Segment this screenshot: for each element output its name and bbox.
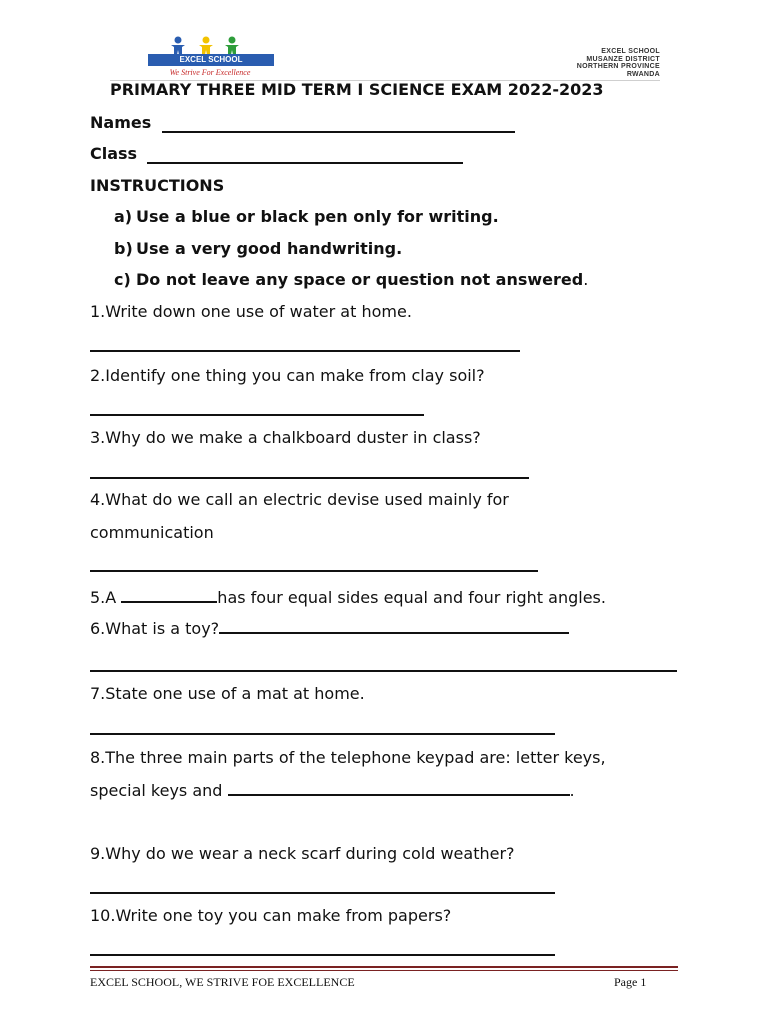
question-2: 2.Identify one thing you can make from clay soil? [90, 366, 485, 385]
school-address [577, 48, 660, 78]
answer-blank-8[interactable] [228, 780, 570, 796]
question-6-text: 6.What is a toy? [90, 619, 220, 638]
school-logo [148, 36, 274, 82]
answer-line-10[interactable] [90, 954, 555, 956]
answer-line-3[interactable] [90, 477, 529, 479]
children-figures-icon [148, 36, 274, 56]
answer-line-4[interactable] [90, 570, 538, 572]
answer-blank-6[interactable] [219, 618, 569, 634]
school-info-line: EXCEL SCHOOL [601, 48, 660, 55]
answer-line-6[interactable] [90, 670, 677, 672]
page-number: Page 1 [614, 975, 647, 989]
logo-school-name: EXCEL SCHOOL [148, 54, 274, 66]
question-7: 7.State one use of a mat at home. [90, 684, 365, 703]
question-1: 1.Write down one use of water at home. [90, 302, 412, 321]
instruction-suffix: . [583, 270, 589, 289]
question-8-part1: 8.The three main parts of the telephone keypad are: letter keys, [90, 748, 606, 767]
class-answer-line[interactable] [147, 162, 463, 164]
question-6 [90, 618, 569, 638]
question-5-start: 5.A [90, 588, 122, 607]
question-4-part2: communication [90, 523, 214, 542]
question-5 [90, 587, 606, 607]
names-answer-line[interactable] [162, 131, 515, 133]
question-9: 9.Why do we wear a neck scarf during cold weather? [90, 844, 515, 863]
instruction-marker: b) [114, 239, 133, 258]
question-3: 3.Why do we make a chalkboard duster in class? [90, 428, 481, 447]
logo-motto: We Strive For Excellence [169, 68, 251, 77]
answer-line-7[interactable] [90, 733, 555, 735]
question-8-suffix: . [569, 781, 575, 800]
names-label: Names [90, 113, 152, 132]
class-label: Class [90, 144, 138, 163]
answer-blank-5[interactable] [121, 587, 217, 603]
question-5-end: has four equal sides equal and four right angles. [217, 588, 606, 607]
instructions-heading: INSTRUCTIONS [90, 176, 225, 195]
footer-rule [90, 970, 678, 971]
instruction-marker: c) [114, 270, 131, 289]
answer-line-9[interactable] [90, 892, 555, 894]
school-info-line: NORTHERN PROVINCE [576, 63, 660, 70]
answer-line-2[interactable] [90, 414, 424, 416]
footer-rule [90, 966, 678, 968]
instruction-marker: a) [114, 207, 133, 226]
instruction-text: Use a very good handwriting. [136, 239, 403, 258]
instruction-text: Do not leave any space or question not answered [136, 270, 584, 289]
question-4-part1: 4.What do we call an electric devise used mainly for [90, 490, 509, 509]
question-8-part2 [90, 780, 575, 800]
exam-title: PRIMARY THREE MID TERM I SCIENCE EXAM 2022-2023 [110, 80, 604, 99]
footer-motto: EXCEL SCHOOL, WE STRIVE FOE EXCELLENCE [90, 975, 355, 989]
instruction-text-line [136, 270, 588, 289]
question-10: 10.Write one toy you can make from papers? [90, 906, 452, 925]
question-8-text: special keys and [90, 781, 228, 800]
school-info-line: RWANDA [626, 70, 660, 78]
instruction-text: Use a blue or black pen only for writing. [136, 207, 499, 226]
answer-line-1[interactable] [90, 350, 520, 352]
school-info-line: MUSANZE DISTRICT [586, 55, 660, 63]
